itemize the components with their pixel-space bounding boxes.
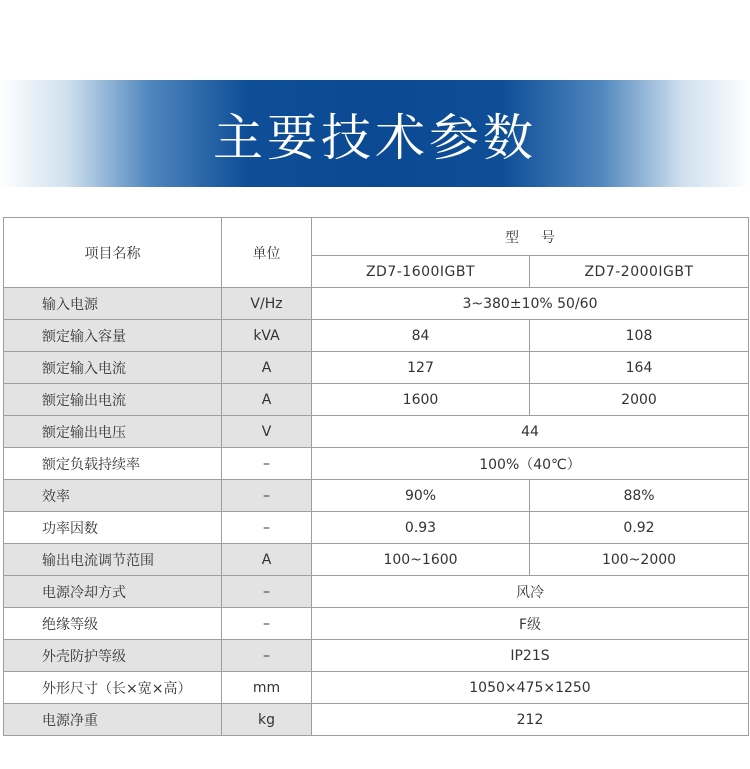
row-value-model-2: 2000 bbox=[530, 384, 749, 416]
row-name: 外形尺寸（长×宽×高） bbox=[4, 672, 222, 704]
row-unit: – bbox=[222, 512, 312, 544]
row-name: 功率因数 bbox=[4, 512, 222, 544]
row-value: 100%（40℃） bbox=[312, 448, 749, 480]
row-value: F级 bbox=[312, 608, 749, 640]
row-value: IP21S bbox=[312, 640, 749, 672]
row-name: 电源净重 bbox=[4, 704, 222, 736]
header-item-name: 项目名称 bbox=[4, 218, 222, 288]
row-unit: – bbox=[222, 448, 312, 480]
row-unit: – bbox=[222, 480, 312, 512]
row-unit: – bbox=[222, 608, 312, 640]
row-value-model-2: 164 bbox=[530, 352, 749, 384]
row-value: 212 bbox=[312, 704, 749, 736]
row-name: 输入电源 bbox=[4, 288, 222, 320]
table-row bbox=[4, 480, 749, 512]
title-banner bbox=[0, 80, 750, 187]
table-row bbox=[4, 512, 749, 544]
row-value-model-1: 90% bbox=[312, 480, 530, 512]
row-value-model-2: 88% bbox=[530, 480, 749, 512]
row-unit: – bbox=[222, 640, 312, 672]
table-row bbox=[4, 608, 749, 640]
header-model-1: ZD7-1600IGBT bbox=[312, 256, 530, 288]
row-value: 1050×475×1250 bbox=[312, 672, 749, 704]
row-unit: A bbox=[222, 352, 312, 384]
row-name: 额定输出电流 bbox=[4, 384, 222, 416]
table-row bbox=[4, 320, 749, 352]
row-value-model-1: 127 bbox=[312, 352, 530, 384]
table-row bbox=[4, 288, 749, 320]
header-row bbox=[4, 218, 749, 256]
row-name: 额定输出电压 bbox=[4, 416, 222, 448]
row-value: 44 bbox=[312, 416, 749, 448]
row-value: 3~380±10% 50/60 bbox=[312, 288, 749, 320]
row-name: 输出电流调节范围 bbox=[4, 544, 222, 576]
row-unit: A bbox=[222, 544, 312, 576]
row-name: 额定输入容量 bbox=[4, 320, 222, 352]
spec-table bbox=[3, 217, 749, 736]
table-row bbox=[4, 640, 749, 672]
table-row bbox=[4, 576, 749, 608]
header-unit: 单位 bbox=[222, 218, 312, 288]
row-name: 电源冷却方式 bbox=[4, 576, 222, 608]
row-name: 额定负载持续率 bbox=[4, 448, 222, 480]
table-row bbox=[4, 704, 749, 736]
table-row bbox=[4, 352, 749, 384]
header-model: 型号 bbox=[312, 218, 749, 256]
row-value-model-2: 0.92 bbox=[530, 512, 749, 544]
table-row bbox=[4, 384, 749, 416]
row-value-model-2: 100~2000 bbox=[530, 544, 749, 576]
row-name: 外壳防护等级 bbox=[4, 640, 222, 672]
table-row bbox=[4, 672, 749, 704]
row-unit: A bbox=[222, 384, 312, 416]
row-unit: V/Hz bbox=[222, 288, 312, 320]
table-row bbox=[4, 448, 749, 480]
row-unit: – bbox=[222, 576, 312, 608]
row-unit: kg bbox=[222, 704, 312, 736]
row-name: 绝缘等级 bbox=[4, 608, 222, 640]
row-value-model-1: 100~1600 bbox=[312, 544, 530, 576]
header-model-2: ZD7-2000IGBT bbox=[530, 256, 749, 288]
row-value-model-1: 0.93 bbox=[312, 512, 530, 544]
row-name: 效率 bbox=[4, 480, 222, 512]
row-value-model-1: 1600 bbox=[312, 384, 530, 416]
table-row bbox=[4, 416, 749, 448]
row-value-model-1: 84 bbox=[312, 320, 530, 352]
row-unit: mm bbox=[222, 672, 312, 704]
row-value: 风冷 bbox=[312, 576, 749, 608]
row-name: 额定输入电流 bbox=[4, 352, 222, 384]
row-value-model-2: 108 bbox=[530, 320, 749, 352]
row-unit: V bbox=[222, 416, 312, 448]
table-row bbox=[4, 544, 749, 576]
page-title: 主要技术参数 bbox=[213, 108, 537, 167]
row-unit: kVA bbox=[222, 320, 312, 352]
